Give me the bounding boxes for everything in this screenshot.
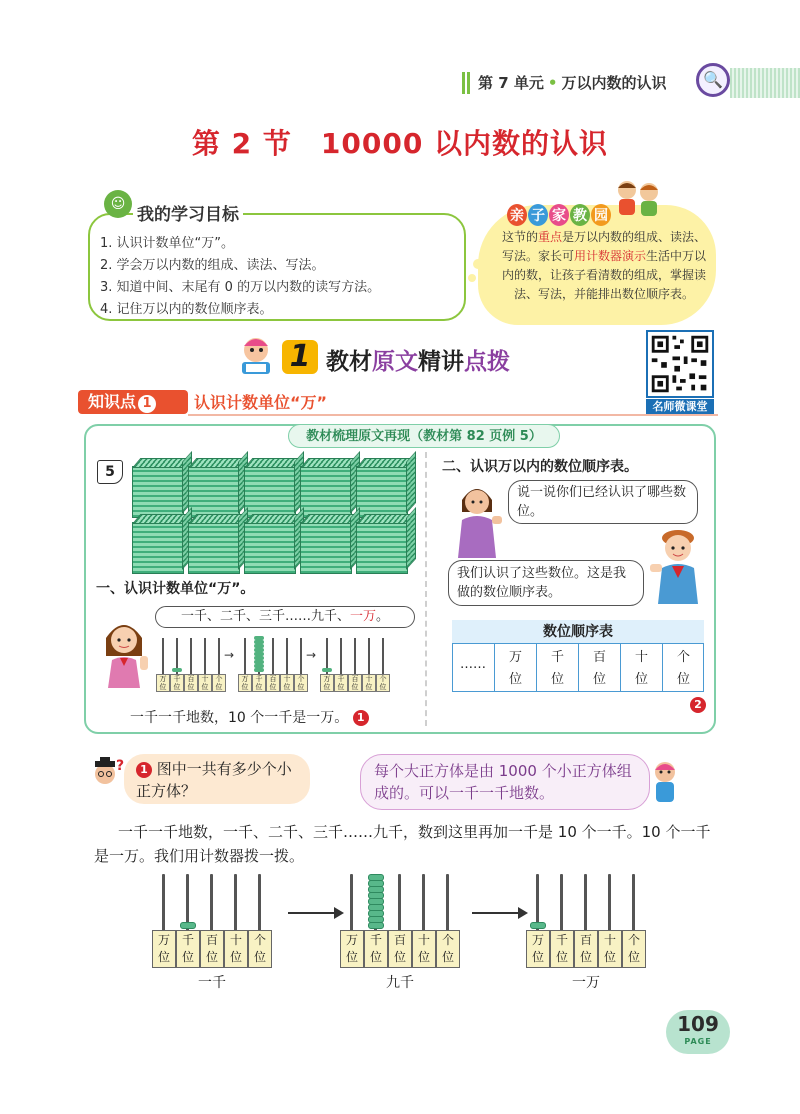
place-cell: 万 位 — [152, 930, 176, 968]
separator-dot-icon: • — [547, 74, 558, 92]
thousand-cube — [132, 466, 184, 518]
thousand-cube — [244, 522, 296, 574]
boy-student-icon — [648, 524, 708, 604]
table-cell: 千 位 — [536, 644, 578, 692]
place-cell: 百 位 — [200, 930, 224, 968]
mascot-icon: ☺ — [104, 190, 132, 218]
section-title: 第 2 节 10000 以内数的认识 — [191, 127, 609, 160]
place-cell: 千 位 — [550, 930, 574, 968]
question-text: 1 图中一共有多少个小正方体？ — [136, 760, 292, 800]
thousand-cube — [300, 466, 352, 518]
place-cell: 千 位 — [176, 930, 200, 968]
teacher-icon — [448, 478, 506, 558]
column-divider — [425, 452, 427, 726]
goal-item: 1. 认识计数单位“万”。 — [100, 236, 235, 251]
qr-code-label: 名师微课堂 — [646, 399, 714, 415]
learning-goals-title: 我的学习目标 — [133, 200, 243, 225]
textbook-caption: 教材梳理原文再现（教材第 82 页例 5） — [288, 424, 560, 448]
example-number-badge: 5 — [97, 460, 123, 484]
explanation-paragraph: 一千一千地数，一千、二千、三千……九千，数到这里再加一千是 10 个一千。10 个一千是一万。我们用计数器拨一拨。 — [94, 823, 711, 865]
svg-text:?: ? — [116, 758, 125, 774]
parent-tips-title — [507, 204, 612, 226]
title-char: 子 — [528, 204, 548, 226]
boy-speech-bubble: 我们认识了这些数位。这是我做的数位顺序表。 — [448, 560, 644, 606]
page-number: 109 — [677, 1012, 719, 1036]
place-cell: 万 位 — [526, 930, 550, 968]
qr-code-icon[interactable] — [646, 330, 714, 398]
goal-item: 4. 记住万以内的数位顺序表。 — [100, 302, 273, 317]
arrow-right-icon — [472, 912, 526, 914]
knowledge-point-underline — [188, 414, 718, 416]
highlight-ten-thousand: 一万 — [349, 609, 376, 624]
thinking-student-icon — [92, 756, 126, 788]
unit-label: 第 7 单元 — [478, 74, 544, 92]
title-char: 园 — [591, 204, 611, 226]
place-cell: 个 位 — [622, 930, 646, 968]
arrow-right-icon: → — [224, 648, 235, 662]
arrow-right-icon — [288, 912, 342, 914]
highlight-key-point: 重点 — [537, 230, 562, 244]
teacher-speech-bubble: 说一说你们已经认识了哪些数位。 — [508, 480, 698, 524]
place-cell: 个 位 — [248, 930, 272, 968]
thousand-cube — [188, 466, 240, 518]
thousand-cube — [356, 522, 408, 574]
place-cell: 千 位 — [364, 930, 388, 968]
example-left-heading: 一、认识计数单位“万”。 — [96, 581, 255, 597]
table-cell: 百 位 — [578, 644, 620, 692]
note-marker-2: 2 — [690, 697, 706, 713]
thousand-cube — [300, 522, 352, 574]
knowledge-point-tag: 知识点 1 — [78, 390, 188, 414]
girl-student-icon — [96, 616, 152, 688]
place-value-table-title: 数位顺序表 — [452, 620, 704, 644]
place-cell: 十 位 — [412, 930, 436, 968]
place-cell: 百 位 — [574, 930, 598, 968]
page-label: PAGE — [684, 1037, 712, 1046]
place-cell: 个 位 — [436, 930, 460, 968]
section-number-badge: 1 — [282, 340, 318, 374]
arrow-right-icon: → — [306, 648, 317, 662]
goal-item: 3. 知道中间、末尾有 0 的万以内数的读写方法。 — [100, 280, 381, 295]
note-marker-1: 1 — [353, 710, 369, 726]
chapter-label — [478, 72, 667, 93]
thousand-cube — [132, 522, 184, 574]
abacus-label: 一万 — [572, 975, 600, 991]
table-cell: 个 位 — [662, 644, 704, 692]
unit-topic: 万以内数的认识 — [561, 74, 667, 92]
place-cell: 百 位 — [388, 930, 412, 968]
highlight-counter-demo: 用计数器演示 — [573, 249, 646, 263]
thousand-cube — [188, 522, 240, 574]
title-char: 教 — [570, 204, 590, 226]
family-kids-icon — [613, 178, 665, 216]
example-right-heading: 二、认识万以内的数位顺序表。 — [442, 459, 638, 475]
place-cell: 十 位 — [224, 930, 248, 968]
thousand-cube — [356, 466, 408, 518]
place-cell: 万 位 — [340, 930, 364, 968]
mascot-reading-icon — [234, 334, 278, 378]
parent-tips-text: 这节的重点是万以内数的组成、读法、写法。家长可用计数器演示生活中万以内的数，让孩子看清数的组成，掌握读法、写法，并能排出数位顺序表。 — [501, 230, 707, 301]
table-cell: 万 位 — [494, 644, 536, 692]
cloud-tail-icon — [466, 258, 486, 288]
title-char: 亲 — [507, 204, 527, 226]
example-left-caption: 一千一千地数，10 个一千是一万。 1 — [130, 707, 369, 727]
goal-item: 2. 学会万以内数的组成、读法、写法。 — [100, 258, 325, 273]
table-cell: …… — [460, 657, 486, 672]
abacus-label: 九千 — [386, 975, 414, 991]
answer-text: 每个大正方体是由 1000 个小正方体组成的。可以一千一千地数。 — [374, 762, 632, 802]
knowledge-point-title: 认识计数单位“万” — [194, 393, 328, 412]
section-heading: 教材原文精讲点拨 — [326, 349, 510, 375]
magnifier-icon: 🔍 — [696, 63, 730, 97]
counting-speech-bubble: 一千、二千、三千……九千、一万。 — [155, 606, 415, 628]
title-char: 家 — [549, 204, 569, 226]
abacus-label: 一千 — [198, 975, 226, 991]
place-cell: 十 位 — [598, 930, 622, 968]
mascot-icon — [648, 760, 682, 806]
knowledge-point-number: 1 — [138, 395, 156, 413]
header-stripes — [462, 72, 472, 94]
table-cell: 十 位 — [620, 644, 662, 692]
question-number: 1 — [136, 762, 152, 778]
thousand-cube — [244, 466, 296, 518]
header-pattern — [730, 68, 800, 98]
